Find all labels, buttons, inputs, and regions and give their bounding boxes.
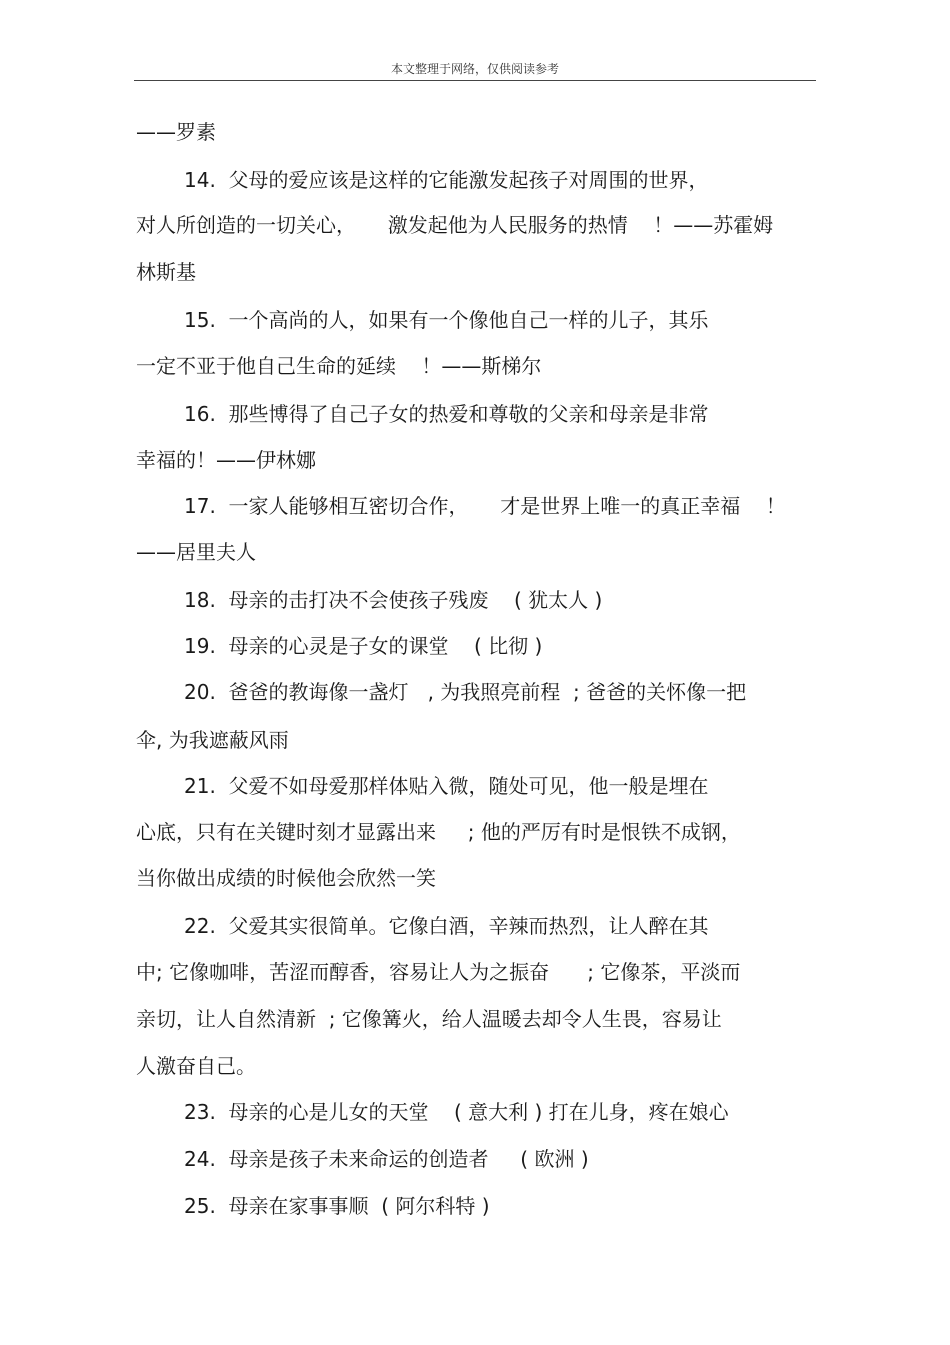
text-line: 20. 爸爸的教诲像一盏灯 , 为我照亮前程 ; 爸爸的关怀像一把 [184,680,747,704]
text-line: 22. 父爱其实很简单。它像白酒，辛辣而热烈，让人醉在其 [184,914,709,938]
text-line: 21. 父爱不如母爱那样体贴入微，随处可见，他一般是埋在 [184,774,709,798]
text-line: 18. 母亲的击打决不会使孩子残废 ( 犹太人 ) [184,588,603,612]
text-line: 17. 一家人能够相互密切合作， 才是世界上唯一的真正幸福 ！ [184,494,786,518]
text-line: 伞, 为我遮蔽风雨 [136,728,289,752]
text-line: 对人所创造的一切关心， 激发起他为人民服务的热情 ！——苏霍姆 [136,213,774,237]
header-divider [134,80,816,81]
text-line: 15. 一个高尚的人，如果有一个像他自己一样的儿子，其乐 [184,308,709,332]
text-line: 林斯基 [136,260,196,284]
text-line: 23. 母亲的心是儿女的天堂 ( 意大利 ) 打在儿身，疼在娘心 [184,1100,729,1124]
text-line: 当你做出成绩的时候他会欣然一笑 [136,866,436,890]
text-line: 19. 母亲的心灵是子女的课堂 ( 比彻 ) [184,634,543,658]
text-line: 亲切，让人自然清新 ; 它像篝火，给人温暖去却令人生畏，容易让 [136,1007,722,1031]
text-line: 14. 父母的爱应该是这样的它能激发起孩子对周围的世界， [184,168,709,192]
text-line: ——罗素 [136,120,216,144]
page-header: 本文整理于网络，仅供阅读参考 [390,62,559,76]
text-line: 心底，只有在关键时刻才显露出来 ; 他的严厉有时是恨铁不成钢， [136,820,741,844]
text-line: 24. 母亲是孩子未来命运的创造者 ( 欧洲 ) [184,1147,589,1171]
text-line: 人激奋自己。 [136,1054,256,1078]
text-line: 一定不亚于他自己生命的延续 ！——斯梯尔 [136,354,542,378]
text-line: ——居里夫人 [136,540,256,564]
text-line: 幸福的！——伊林娜 [136,448,316,472]
text-line: 25. 母亲在家事事顺 ( 阿尔科特 ) [184,1194,490,1218]
text-line: 16. 那些博得了自己子女的热爱和尊敬的父亲和母亲是非常 [184,402,709,426]
text-line: 中; 它像咖啡，苦涩而醇香，容易让人为之振奋 ; 它像茶，平淡而 [136,960,741,984]
